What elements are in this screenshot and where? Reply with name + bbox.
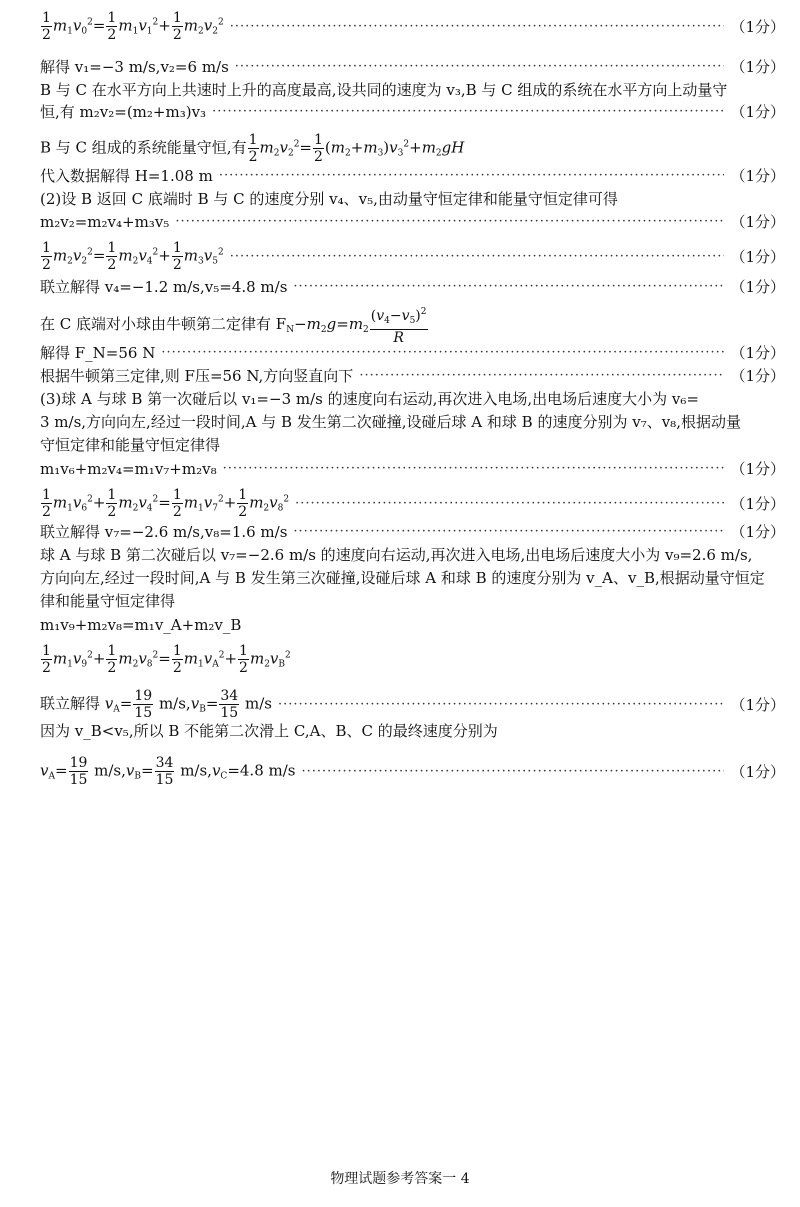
equation-energy-1: $\frac{1}{2}$ $m_1v_0^2=$ $\frac{1}{2}$ $m_1v_1^2+$ $\frac{1}{2}$ $m_2v_2^2$ ····· （1分） [40,10,785,43]
part-3-line-a: (3)球 A 与球 B 第一次碰后以 v₁=−3 m/s 的速度向右运动,再次进入电场,出电场后速度大小为 v₆= [40,390,699,408]
solve-line-1: 解得 v₁=−3 m/s,v₂=6 m/s ····· （1分） [40,57,785,77]
score-mark: （1分） [730,213,785,231]
score-mark: （1分） [730,494,785,513]
energy-eq-3: $\frac{1}{2}$ $m_1v_6^2+$ $\frac{1}{2}$ $m_2v_4^2=$ $\frac{1}{2}$ $m_1v_7^2+$ $\frac{1}{2}$ $m_2v_8^2$ ····· （1分） [40,487,785,520]
conclusion-line: 因为 v_B<v₅,所以 B 不能第二次滑上 C,A、B、C 的最终速度分别为 [40,722,498,740]
score-mark: （1分） [730,367,785,385]
paragraph-bc-momentum-b: 恒,有 m₂v₂=(m₂+m₃)v₃ ····· （1分） [40,102,785,122]
part-3-line-c: 守恒定律和能量守恒定律得 [40,436,221,454]
momentum-eq-4: m₁v₉+m₂v₈=m₁v_A+m₂v_B [40,616,242,634]
score-mark: （1分） [730,17,785,36]
momentum-eq-3: m₁v₆+m₂v₄=m₁v₇+m₂v₈ ····· （1分） [40,459,785,479]
score-mark: （1分） [730,344,785,362]
score-mark: （1分） [730,103,785,121]
solve-h: 代入数据解得 H=1.08 m ····· （1分） [40,166,785,186]
third-collision-line-a: 球 A 与球 B 第二次碰后以 v₇=−2.6 m/s 的速度向右运动,再次进入电场,出电场后速度大小为 v₉=2.6 m/s, [40,546,753,564]
score-mark: （1分） [730,247,785,266]
score-mark: （1分） [730,695,785,714]
paragraph-bc-momentum-a: B 与 C 在水平方向上共速时上升的高度最高,设共同的速度为 v₃,B 与 C 组成的系统在水平方向上动量守 [40,81,728,99]
solve-v7-v8: 联立解得 v₇=−2.6 m/s,v₈=1.6 m/s ····· （1分） [40,522,785,542]
solve-fn: 解得 F_N=56 N ····· （1分） [40,343,785,363]
newton-second-law: 在 C 底端对小球由牛顿第二定律有 $F_N-m_2g=m_2$ $\frac{(v_4-v_5)^2}{R}$ [40,304,785,346]
score-mark: （1分） [730,278,785,296]
score-mark: （1分） [730,762,785,781]
solve-va-vb: 联立解得 $v_A=$ $\frac{19}{15}$ $m/s,v_B=$ $\frac{34}{15}$ m/s ····· （1分） [40,688,785,721]
third-collision-line-b: 方向向左,经过一段时间,A 与 B 发生第三次碰撞,设碰后球 A 和球 B 的速度分别为 v_A、v_B,根据动量守恒定 [40,569,765,587]
final-velocities: $v_A=$ $\frac{19}{15}$ $m/s,v_B=$ $\frac{34}{15}$ $m/s,v_C=4.8$ m/s ····· （1分） [40,755,785,788]
score-mark: （1分） [730,460,785,478]
newton-third-law: 根据牛顿第三定律,则 F压=56 N,方向竖直向下 ····· （1分） [40,366,785,386]
part-2-intro: (2)设 B 返回 C 底端时 B 与 C 的速度分别 v₄、v₅,由动量守恒定律和能量守恒定律可得 [40,190,618,208]
score-mark: （1分） [730,167,785,185]
part-3-line-b: 3 m/s,方向向左,经过一段时间,A 与 B 发生第二次碰撞,设碰后球 A 和球 B 的速度分别为 v₇、v₈,根据动量 [40,413,741,431]
third-collision-line-c: 律和能量守恒定律得 [40,592,176,610]
score-mark: （1分） [730,523,785,541]
energy-conservation-line: B 与 C 组成的系统能量守恒,有 $\frac{1}{2}$ $m_2v_2^2=$ $\frac{1}{2}$ $(m_2+m_3)v_3^2+m_2gH$ [40,132,465,165]
energy-eq-2: $\frac{1}{2}$ $m_2v_2^2=$ $\frac{1}{2}$ $m_2v_4^2+$ $\frac{1}{2}$ $m_3v_5^2$ ····· （1分） [40,240,785,273]
momentum-eq-2: m₂v₂=m₂v₄+m₃v₅ ····· （1分） [40,212,785,232]
score-mark: （1分） [730,58,785,76]
solve-v4-v5: 联立解得 v₄=−1.2 m/s,v₅=4.8 m/s ····· （1分） [40,277,785,297]
page-footer: 物理试题参考答案一 4 [330,1171,470,1187]
energy-eq-4: $\frac{1}{2}$ $m_1v_9^2+$ $\frac{1}{2}$ $m_2v_8^2=$ $\frac{1}{2}$ $m_1v_A^2+$ $\frac{1}{2}$ $m_2v_B^2$ [42,643,291,676]
